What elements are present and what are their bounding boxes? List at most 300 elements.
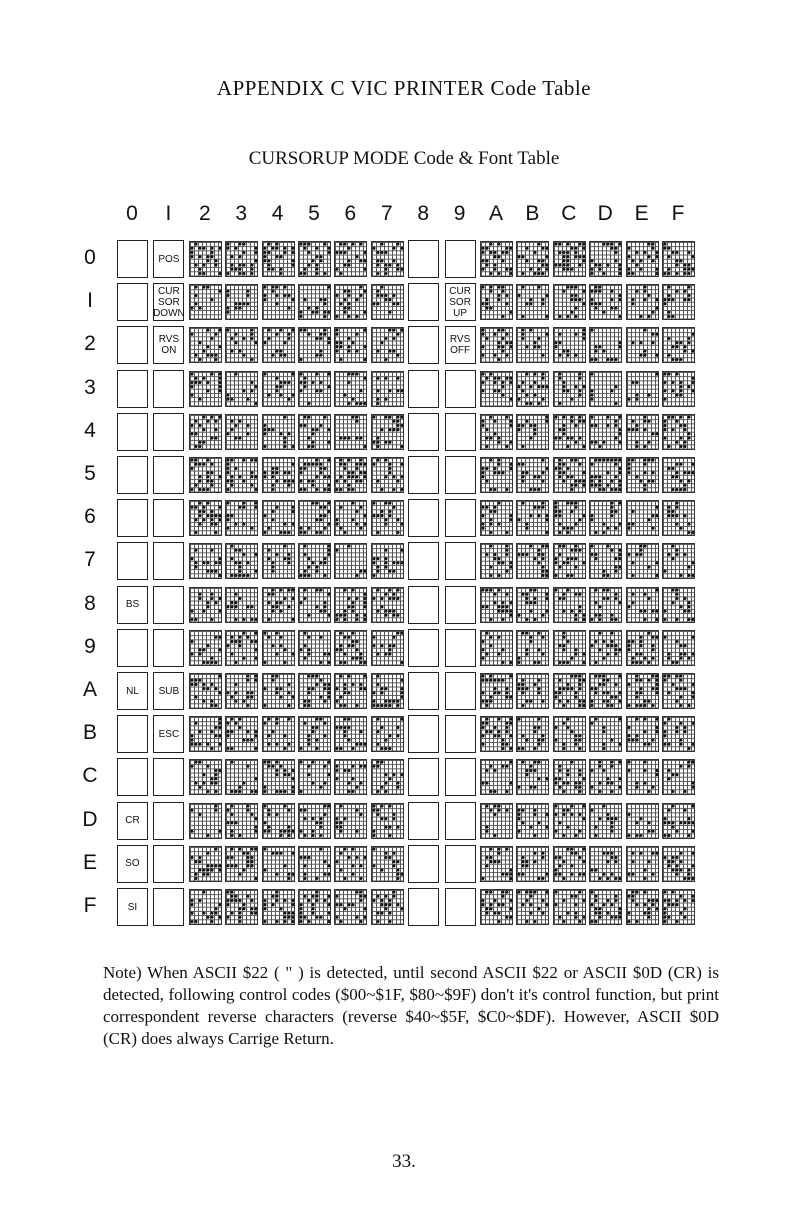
glyph-cell [480,500,513,536]
glyph-cell [480,587,513,623]
empty-code-cell [408,629,439,667]
glyph-dots [663,285,695,320]
empty-code-cell [408,802,439,840]
glyph-cell [262,543,295,579]
glyph-dots [554,847,586,882]
empty-code-cell [445,413,476,451]
glyph-cell [371,889,404,925]
glyph-cell [662,500,695,536]
glyph-dots [481,847,513,882]
glyph-dots [517,717,549,752]
glyph-cell [225,630,258,666]
glyph-cell [480,414,513,450]
glyph-cell [516,500,549,536]
glyph-dots [627,890,659,925]
control-code-cell [445,283,476,321]
glyph-dots [335,717,367,752]
control-code-label: NL [126,685,139,697]
row-header: 7 [84,548,96,572]
glyph-dots [590,328,622,363]
glyph-cell [298,759,331,795]
glyph-dots [627,847,659,882]
glyph-dots [663,760,695,795]
row-header: F [83,894,97,917]
glyph-dots [481,588,513,623]
glyph-cell [225,327,258,363]
glyph-cell [262,889,295,925]
empty-code-cell [408,888,439,926]
glyph-cell [334,846,367,882]
empty-code-cell [153,456,184,494]
glyph-dots [554,285,586,320]
glyph-cell [225,673,258,709]
glyph-cell [371,587,404,623]
page-number: 33. [392,1151,416,1172]
glyph-dots [590,415,622,450]
row-header: A [82,678,97,701]
glyph-cell [189,587,222,623]
empty-code-cell [117,283,148,321]
row-header: 6 [84,505,96,529]
glyph-cell [298,846,331,882]
glyph-cell [189,803,222,839]
glyph-cell [480,673,513,709]
empty-code-cell [153,845,184,883]
empty-code-cell [153,802,184,840]
glyph-cell [589,673,622,709]
glyph-cell [662,803,695,839]
glyph-cell [516,846,549,882]
glyph-cell [553,846,586,882]
table-subtitle: CURSORUP MODE Code & Font Table [248,148,560,169]
glyph-dots [299,501,331,536]
glyph-cell [298,587,331,623]
glyph-dots [299,890,331,925]
glyph-cell [189,241,222,277]
empty-code-cell [408,413,439,451]
glyph-dots [263,328,295,363]
glyph-dots [517,242,549,277]
glyph-dots [335,242,367,277]
glyph-dots [663,544,695,579]
glyph-dots [263,415,295,450]
glyph-cell [189,543,222,579]
glyph-dots [299,415,331,450]
glyph-cell [589,500,622,536]
glyph-cell [662,716,695,752]
glyph-dots [190,285,222,320]
glyph-dots [481,717,513,752]
glyph-dots [372,847,404,882]
glyph-dots [627,631,659,666]
row-header: I [87,289,93,313]
glyph-dots [226,372,258,407]
glyph-cell [553,673,586,709]
glyph-cell [371,759,404,795]
glyph-dots [335,501,367,536]
glyph-dots [299,588,331,623]
glyph-cell [589,630,622,666]
empty-code-cell [408,845,439,883]
glyph-cell [626,716,659,752]
glyph-dots [335,458,367,493]
glyph-cell [662,284,695,320]
glyph-cell [371,803,404,839]
glyph-dots [299,328,331,363]
glyph-cell [516,803,549,839]
control-code-cell [153,326,184,364]
empty-code-cell [153,758,184,796]
column-header: 5 [308,202,320,225]
glyph-cell [334,500,367,536]
control-code-label: CUR [158,285,180,297]
glyph-cell [262,241,295,277]
glyph-dots [517,501,549,536]
control-code-cell [117,586,148,624]
glyph-cell [334,630,367,666]
glyph-dots [554,372,586,407]
glyph-dots [554,804,586,839]
glyph-dots [517,804,549,839]
glyph-dots [663,890,695,925]
glyph-cell [480,241,513,277]
glyph-dots [190,588,222,623]
empty-code-cell [445,586,476,624]
glyph-dots [481,415,513,450]
glyph-cell [553,241,586,277]
glyph-dots [372,285,404,320]
glyph-cell [262,457,295,493]
control-code-label: BS [125,599,140,611]
glyph-dots [263,760,295,795]
glyph-dots [335,631,367,666]
glyph-dots [190,717,222,752]
glyph-dots [554,760,586,795]
glyph-dots [263,847,295,882]
control-code-label: OFF [450,345,471,357]
empty-code-cell [408,456,439,494]
glyph-dots [517,674,549,709]
glyph-cell [553,587,586,623]
glyph-dots [517,285,549,320]
glyph-dots [226,544,258,579]
glyph-cell [189,500,222,536]
control-code-label: DOWN [153,307,185,319]
glyph-cell [589,803,622,839]
glyph-cell [480,889,513,925]
glyph-dots [226,847,258,882]
empty-code-cell [408,586,439,624]
glyph-cell [189,673,222,709]
glyph-cell [298,803,331,839]
glyph-dots [335,588,367,623]
glyph-dots [627,674,659,709]
glyph-cell [553,284,586,320]
glyph-cell [662,327,695,363]
glyph-dots [335,415,367,450]
glyph-dots [226,674,258,709]
glyph-cell [371,457,404,493]
empty-code-cell [117,629,148,667]
glyph-cell [589,457,622,493]
row-header: 9 [84,634,96,658]
glyph-dots [481,285,513,320]
row-header: 3 [84,375,96,399]
glyph-cell [334,414,367,450]
empty-code-cell [117,456,148,494]
glyph-cell [516,371,549,407]
glyph-cell [662,241,695,277]
glyph-dots [226,328,258,363]
glyph-cell [662,630,695,666]
glyph-dots [372,458,404,493]
glyph-dots [481,242,513,277]
glyph-dots [590,717,622,752]
glyph-cell [262,716,295,752]
glyph-dots [372,890,404,925]
glyph-cell [334,543,367,579]
glyph-cell [662,587,695,623]
glyph-dots [335,372,367,407]
glyph-cell [626,500,659,536]
glyph-dots [590,242,622,277]
glyph-cell [298,500,331,536]
control-code-label: SOR [449,296,471,308]
glyph-dots [517,372,549,407]
empty-code-cell [408,499,439,537]
glyph-cell [225,500,258,536]
glyph-cell [262,414,295,450]
glyph-dots [335,890,367,925]
glyph-cell [553,630,586,666]
glyph-dots [226,760,258,795]
glyph-cell [371,371,404,407]
glyph-dots [481,372,513,407]
glyph-dots [299,804,331,839]
column-header: 3 [235,202,248,225]
glyph-cell [589,284,622,320]
control-code-cell [153,715,184,753]
glyph-cell [480,716,513,752]
glyph-dots [226,242,258,277]
glyph-dots [335,328,367,363]
glyph-cell [262,630,295,666]
glyph-cell [262,327,295,363]
glyph-cell [480,759,513,795]
glyph-dots [372,372,404,407]
glyph-cell [626,759,659,795]
glyph-dots [554,890,586,925]
glyph-cell [334,241,367,277]
empty-code-cell [153,629,184,667]
glyph-cell [626,673,659,709]
glyph-cell [516,284,549,320]
glyph-dots [481,631,513,666]
glyph-cell [589,414,622,450]
glyph-cell [225,803,258,839]
glyph-cell [189,716,222,752]
glyph-cell [225,846,258,882]
column-header: 7 [380,202,393,225]
glyph-dots [299,544,331,579]
glyph-dots [663,588,695,623]
control-code-label: CR [125,815,140,827]
glyph-cell [516,587,549,623]
row-header: 0 [84,246,96,269]
empty-code-cell [445,542,476,580]
control-code-label: ESC [158,728,180,740]
glyph-dots [554,501,586,536]
glyph-cell [298,543,331,579]
glyph-cell [371,543,404,579]
glyph-dots [299,717,331,752]
glyph-cell [298,889,331,925]
empty-code-cell [445,845,476,883]
glyph-dots [481,458,513,493]
glyph-dots [263,588,295,623]
glyph-cell [371,500,404,536]
glyph-dots [263,804,295,839]
glyph-dots [190,804,222,839]
control-code-cell [153,672,184,710]
empty-code-cell [408,326,439,364]
glyph-cell [298,716,331,752]
glyph-cell [262,803,295,839]
column-header: E [634,202,649,225]
column-header: D [597,202,613,225]
glyph-dots [554,458,586,493]
control-code-cell [117,888,148,926]
glyph-cell [626,241,659,277]
glyph-dots [226,458,258,493]
glyph-dots [627,242,659,277]
glyph-cell [480,284,513,320]
glyph-cell [626,889,659,925]
glyph-cell [298,284,331,320]
glyph-cell [553,371,586,407]
glyph-cell [298,327,331,363]
glyph-cell [553,457,586,493]
glyph-cell [298,673,331,709]
glyph-dots [517,847,549,882]
empty-code-cell [445,456,476,494]
column-header: F [671,202,685,225]
glyph-dots [335,760,367,795]
glyph-cell [662,457,695,493]
empty-code-cell [445,240,476,278]
control-code-label: SO [125,858,140,870]
glyph-dots [335,847,367,882]
glyph-cell [334,327,367,363]
glyph-cell [298,371,331,407]
glyph-cell [553,327,586,363]
empty-code-cell [117,326,148,364]
glyph-dots [190,242,222,277]
glyph-dots [335,544,367,579]
glyph-cell [480,846,513,882]
glyph-cell [516,759,549,795]
glyph-cell [189,759,222,795]
glyph-dots [663,674,695,709]
row-header: C [82,764,98,788]
glyph-cell [189,457,222,493]
glyph-dots [663,328,695,363]
glyph-dots [263,631,295,666]
glyph-cell [225,457,258,493]
empty-code-cell [445,888,476,926]
control-code-label: SOR [158,296,180,308]
row-header: 5 [84,462,96,485]
control-code-cell [445,326,476,364]
glyph-cell [225,889,258,925]
glyph-dots [663,804,695,839]
note-paragraph: Note) When ASCII $22 ( " ) is detected, until second ASCII $22 or ASCII $0D (CR) is detected, following control codes ($00~$1F, $80~$9F) don't it's control function, but print correspondent reverse characters (reverse $40~$5F, $C0~$DF). However, ASCII $0D (CR) does always Carrige Return. [103,963,719,1048]
glyph-cell [225,414,258,450]
glyph-dots [372,717,404,752]
glyph-cell [298,457,331,493]
glyph-dots [190,328,222,363]
glyph-dots [226,804,258,839]
column-header: 6 [344,202,357,225]
column-header: 4 [271,202,284,225]
glyph-dots [299,285,331,320]
glyph-cell [189,327,222,363]
control-code-label: POS [158,253,180,265]
row-header: D [82,807,98,831]
glyph-cell [298,630,331,666]
row-header: 8 [84,591,96,615]
glyph-cell [480,543,513,579]
glyph-cell [225,716,258,752]
glyph-dots [627,544,659,579]
glyph-dots [590,890,622,925]
glyph-dots [663,501,695,536]
glyph-dots [663,717,695,752]
empty-code-cell [408,758,439,796]
glyph-dots [263,458,295,493]
glyph-dots [299,372,331,407]
glyph-cell [334,371,367,407]
glyph-cell [516,889,549,925]
control-code-cell [153,240,184,278]
glyph-cell [371,716,404,752]
glyph-cell [480,371,513,407]
control-code-label: CUR [449,285,471,297]
empty-code-cell [117,758,148,796]
glyph-cell [516,241,549,277]
control-code-cell [117,845,148,883]
glyph-dots [554,415,586,450]
glyph-cell [589,327,622,363]
empty-code-cell [117,542,148,580]
glyph-dots [372,760,404,795]
glyph-cell [553,759,586,795]
glyph-dots [517,544,549,579]
column-header: 0 [126,202,138,225]
glyph-dots [590,588,622,623]
glyph-cell [662,889,695,925]
glyph-cell [662,371,695,407]
glyph-cell [516,457,549,493]
glyph-dots [299,458,331,493]
column-header: 2 [198,202,211,225]
glyph-dots [372,588,404,623]
glyph-dots [663,847,695,882]
glyph-dots [663,458,695,493]
glyph-cell [589,759,622,795]
empty-code-cell [117,715,148,753]
glyph-dots [554,674,586,709]
